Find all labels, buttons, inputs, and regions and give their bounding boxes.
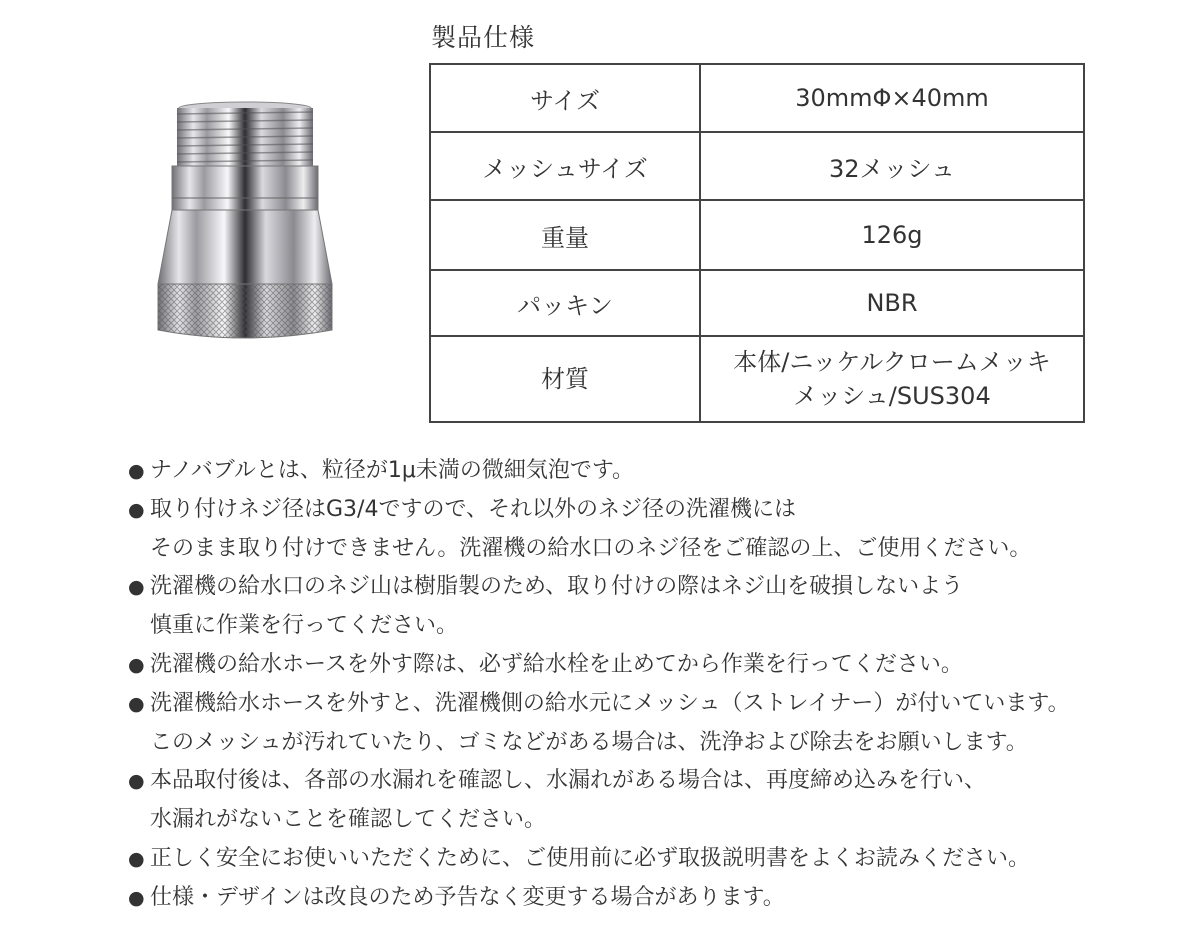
list-item: ● 洗濯機の給水ホースを外す際は、必ず給水栓を止めてから作業を行ってください。 (128, 646, 1188, 685)
spec-row-packing (430, 270, 1084, 336)
list-item: ● ナノバブルとは、粒径が1μ未満の微細気泡です。 (128, 452, 1188, 491)
bullet-icon: ● (128, 770, 145, 793)
bullet-icon: ● (128, 460, 145, 482)
bullet-icon: ● (128, 692, 145, 715)
list-item: ● 洗濯機の給水口のネジ山は樹脂製のため、取り付けの際はネジ山を破損しないよう 慎重に作業を行ってください。 (128, 568, 1188, 646)
product-image (150, 98, 340, 348)
spec-label: サイズ (430, 64, 700, 132)
list-item: ● 取り付けネジ径はG3/4ですので、それ以外のネジ径の洗濯機には そのまま取り付けできません。洗濯機の給水口のネジ径をご確認の上、ご使用ください。 (128, 491, 1188, 569)
bullet-icon: ● (128, 847, 145, 870)
spec-value: 30mmΦ×40mm (700, 64, 1084, 132)
spec-label: メッシュサイズ (430, 132, 700, 200)
spec-row-material (430, 336, 1084, 422)
spec-value: 本体/ニッケルクロームメッキ メッシュ/SUS304 (700, 336, 1084, 422)
spec-label: 重量 (430, 200, 700, 270)
spec-row-mesh-size (430, 132, 1084, 200)
list-item: ● 本品取付後は、各部の水漏れを確認し、水漏れがある場合は、再度締め込みを行い、 水漏れがないことを確認してください。 (128, 762, 1188, 840)
list-item: ● 洗濯機給水ホースを外すと、洗濯機側の給水元にメッシュ（ストレイナー）が付いています。 このメッシュが汚れていたり、ゴミなどがある場合は、洗浄および除去をお願いします。 (128, 685, 1188, 763)
bullet-icon: ● (128, 498, 145, 521)
spec-label: パッキン (430, 270, 700, 336)
bullet-icon: ● (128, 886, 145, 909)
spec-row-size (430, 64, 1084, 132)
bullet-icon: ● (128, 576, 145, 599)
spec-value: 32メッシュ (700, 132, 1084, 200)
bullet-icon: ● (128, 653, 145, 676)
spec-table (429, 63, 1085, 423)
list-item: ● 仕様・デザインは改良のため予告なく変更する場合があります。 (128, 879, 1188, 918)
notes-list (128, 452, 1188, 918)
spec-value: 126g (700, 200, 1084, 270)
spec-label: 材質 (430, 336, 700, 422)
spec-value: NBR (700, 270, 1084, 336)
list-item: ● 正しく安全にお使いいただくために、ご使用前に必ず取扱説明書をよくお読みください。 (128, 840, 1188, 879)
spec-title: 製品仕様 (431, 23, 536, 52)
spec-row-weight (430, 200, 1084, 270)
